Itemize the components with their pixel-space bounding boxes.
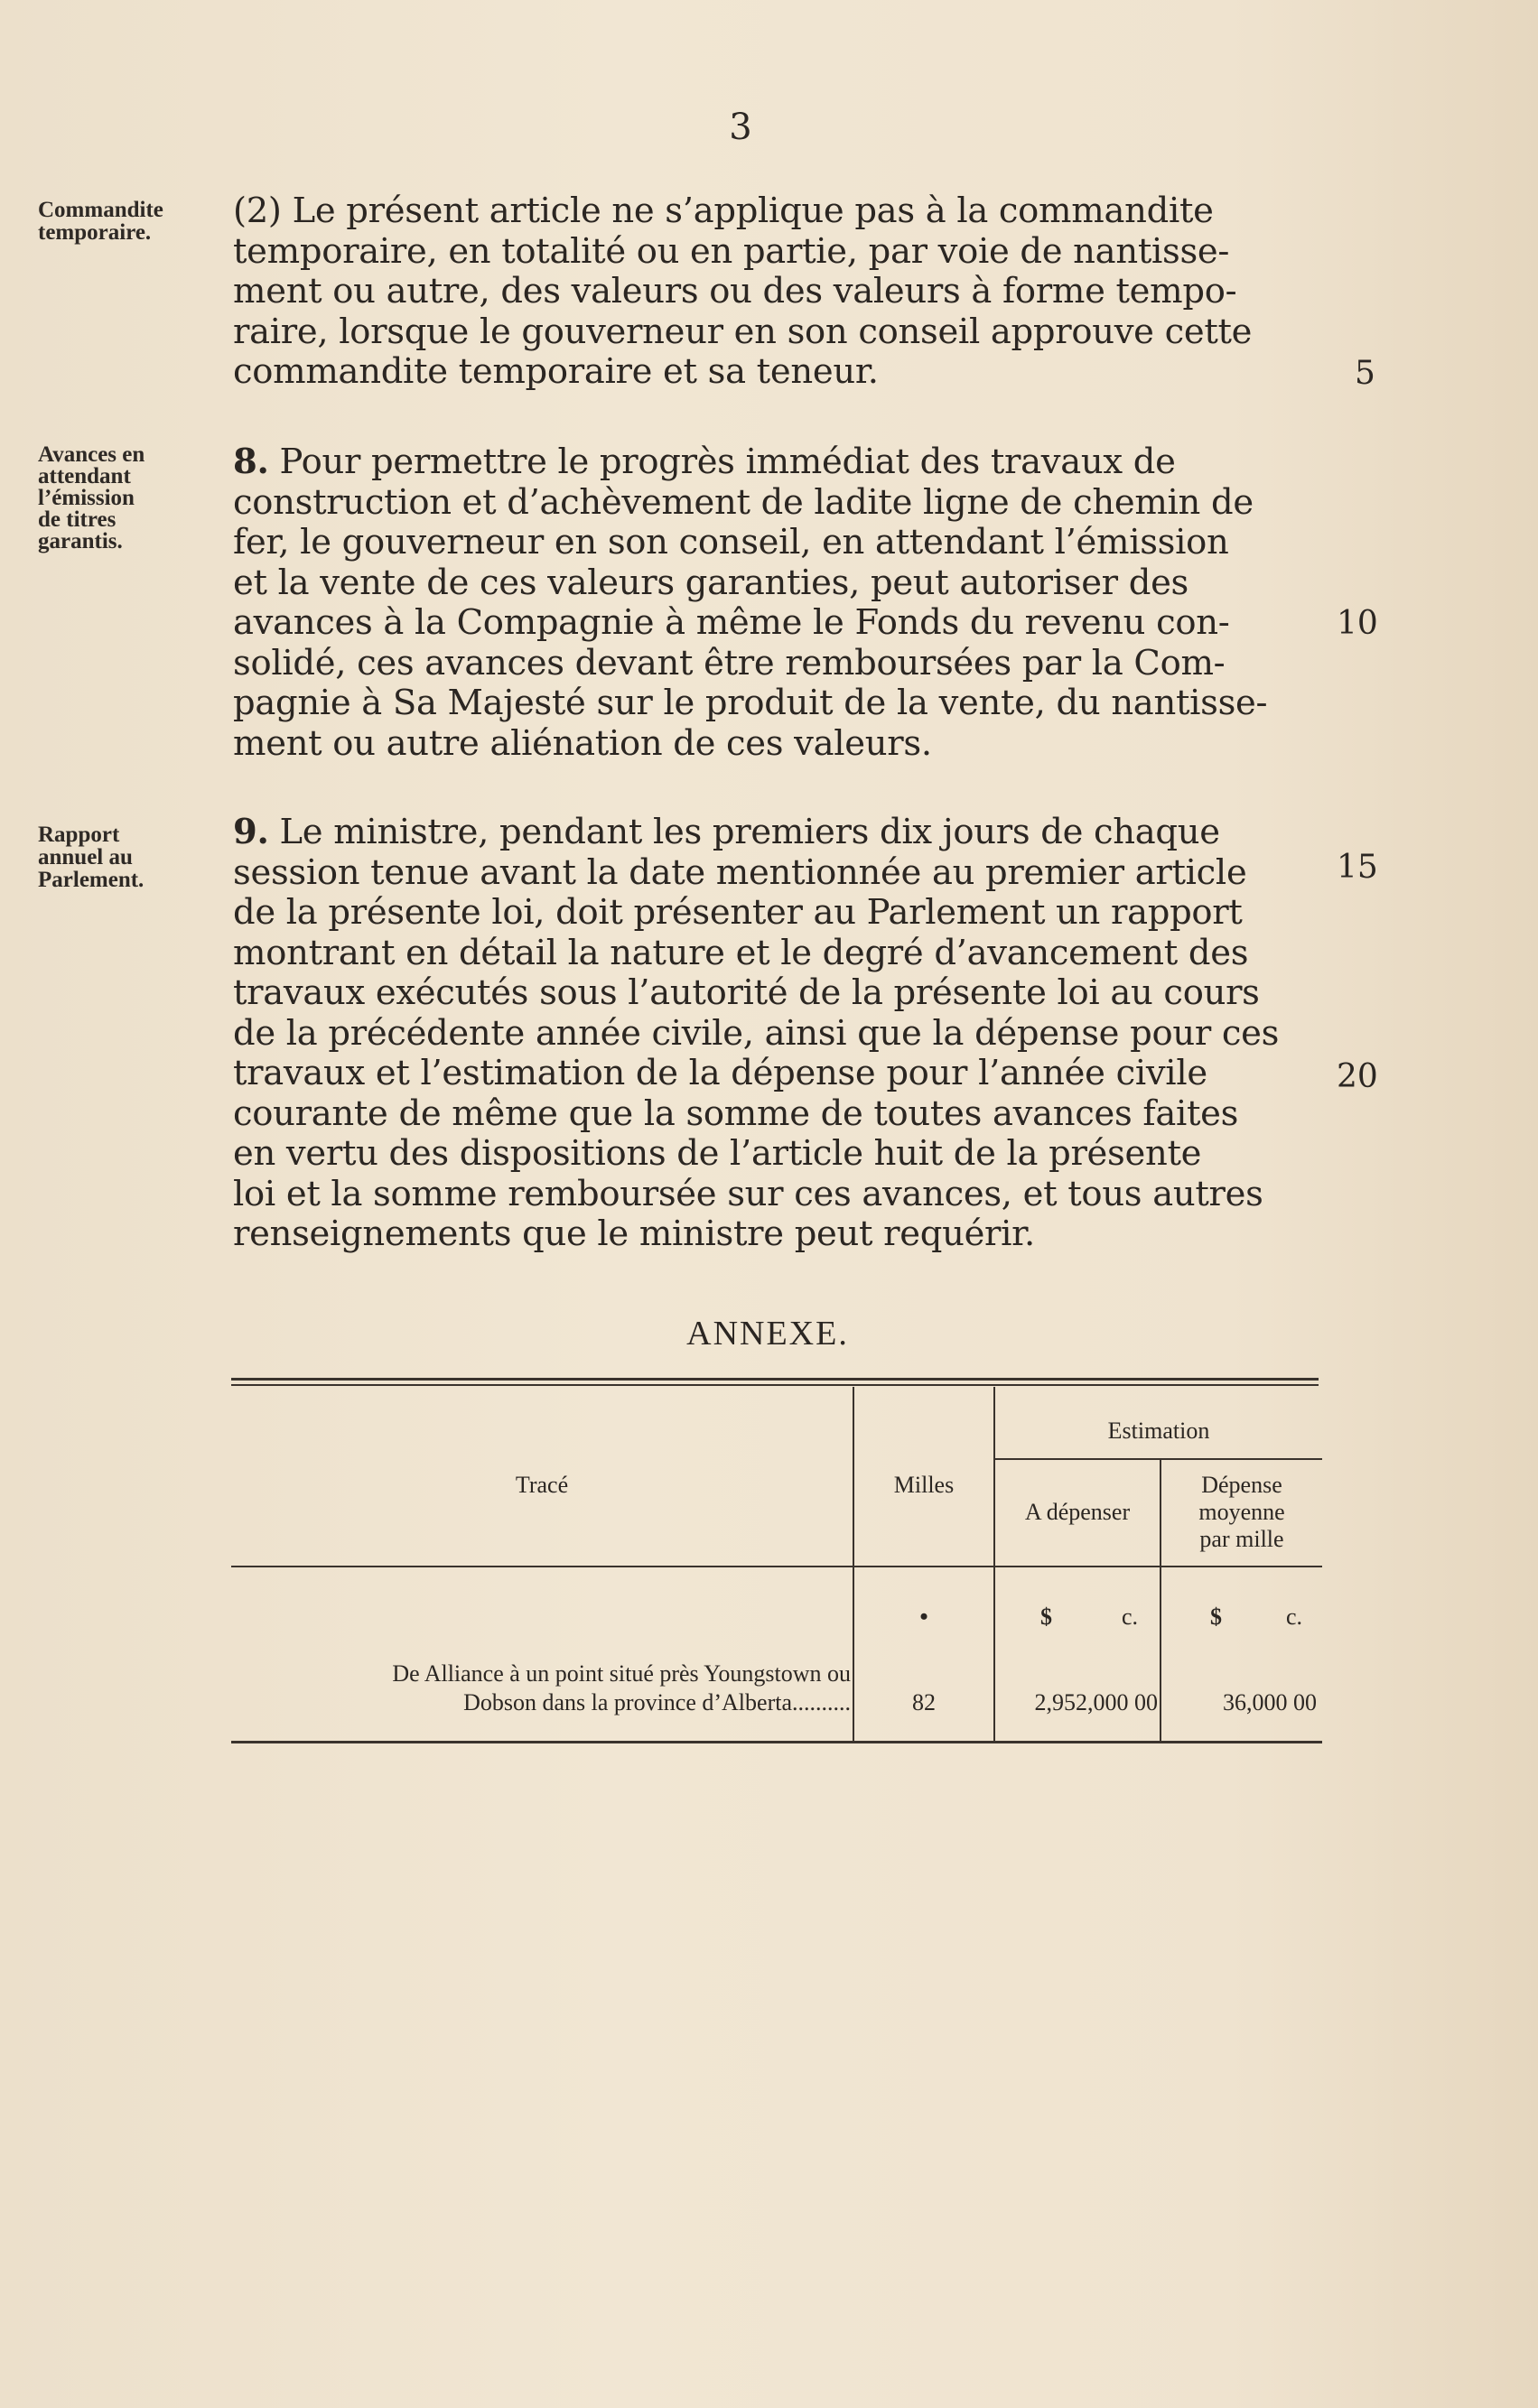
text-line: commandite temporaire et sa teneur. — [233, 351, 879, 392]
text-line: montrant en détail la nature et le degré d’avancement des — [233, 932, 1249, 973]
unit-moyenne-cents: c. — [1286, 1604, 1303, 1630]
header-milles: Milles — [893, 1472, 955, 1498]
table-estimation-rule — [993, 1458, 1322, 1460]
margin-note-line: Commandite — [38, 198, 163, 222]
header-depense-moyenne — [1161, 1472, 1322, 1553]
paragraph-2 — [233, 191, 1317, 393]
annex-title: ANNEXE. — [686, 1315, 849, 1353]
text-line: travaux et l’estimation de la dépense pour l’année civile — [233, 1053, 1207, 1093]
row-trace-line: De Alliance à un point situé près Youngstown ou — [392, 1660, 851, 1687]
text-line: session tenue avant la date mentionnée au premier article — [233, 851, 1247, 893]
text-line: temporaire, en totalité ou en partie, par voie de nantisse- — [233, 230, 1230, 272]
unit-a-depenser-dollar: $ — [1040, 1604, 1052, 1630]
text-line: travaux exécutés sous l’autorité de la présente loi au cours — [233, 972, 1260, 1013]
margin-note-line: temporaire. — [38, 220, 152, 245]
margin-note-line: annuel au — [38, 845, 133, 869]
margin-note-line: Parlement. — [38, 868, 144, 892]
header-trace: Tracé — [515, 1472, 569, 1498]
table-top-rule-2 — [231, 1384, 1319, 1386]
unit-a-depenser-cents: c. — [1122, 1604, 1139, 1630]
row-a-depenser: 2,952,000 00 — [1034, 1689, 1158, 1715]
line-number-10: 10 — [1337, 605, 1378, 642]
header-line: Dépense — [1201, 1472, 1282, 1498]
text-line: courante de même que la somme de toutes avances faites — [233, 1092, 1239, 1134]
margin-note-line: garantis. — [38, 529, 123, 553]
header-estimation: Estimation — [1107, 1418, 1210, 1444]
header-line: moyenne — [1198, 1499, 1285, 1525]
text-line: de la précédente année civile, ainsi que la dépense pour ces — [233, 1012, 1280, 1054]
text-line: en vertu des dispositions de l’article huit de la présente — [233, 1133, 1202, 1174]
unit-milles: • — [919, 1604, 928, 1630]
unit-moyenne-dollar: $ — [1210, 1604, 1222, 1630]
text-line: ment ou autre aliénation de ces valeurs. — [233, 722, 932, 764]
page-number: 3 — [729, 107, 752, 148]
text-line: fer, le gouverneur en son conseil, en attendant l’émission — [233, 522, 1229, 562]
margin-note-line: l’émission — [38, 486, 135, 510]
table-top-rule — [231, 1378, 1319, 1381]
margin-note-rapport — [38, 823, 219, 891]
margin-note-avances — [38, 444, 219, 553]
text-line: (2) Le présent article ne s’applique pas à la commandite — [233, 191, 1214, 231]
text-line: pagnie à Sa Majesté sur le produit de la vente, du nantisse- — [233, 683, 1268, 723]
margin-note-commandite — [38, 199, 219, 244]
row-trace-line: Dobson dans la province d’Alberta — [463, 1689, 792, 1715]
margin-note-line: Avances en — [38, 442, 145, 467]
text-line: construction et d’achèvement de ladite ligne de chemin de — [233, 481, 1254, 523]
line-number-20: 20 — [1337, 1058, 1378, 1095]
text-line: de la présente loi, doit présenter au Parlement un rapport — [233, 892, 1243, 933]
margin-note-line: Rapport — [38, 823, 120, 847]
row-moyenne: 36,000 00 — [1223, 1689, 1317, 1715]
text-line: Pour permettre le progrès immédiat des travaux de — [268, 442, 1176, 482]
text-line: et la vente de ces valeurs garanties, peut autoriser des — [233, 562, 1189, 603]
header-line: par mille — [1199, 1526, 1284, 1552]
header-a-depenser: A dépenser — [1024, 1499, 1131, 1525]
text-line: avances à la Compagnie à même le Fonds du revenu con- — [233, 602, 1230, 643]
row-milles: 82 — [912, 1689, 936, 1715]
table-bottom-rule — [231, 1741, 1322, 1743]
section-8 — [233, 442, 1317, 764]
table-header-rule — [231, 1566, 1322, 1567]
text-line: solidé, ces avances devant être remboursées par la Com- — [233, 642, 1226, 683]
line-number-5: 5 — [1355, 355, 1375, 392]
table-row — [237, 1660, 851, 1717]
dot-leader: .......... — [792, 1689, 851, 1715]
section-number: 8. — [233, 442, 269, 482]
margin-note-line: attendant — [38, 464, 131, 488]
text-line: loi et la somme remboursée sur ces avances, et tous autres — [233, 1173, 1263, 1214]
text-line: ment ou autre, des valeurs ou des valeurs à forme tempo- — [233, 271, 1237, 311]
section-9 — [233, 813, 1317, 1255]
margin-note-line: de titres — [38, 507, 117, 532]
text-line: renseignements que le ministre peut requérir. — [233, 1213, 1035, 1254]
line-number-15: 15 — [1337, 849, 1378, 886]
section-number: 9. — [233, 812, 269, 852]
text-line: raire, lorsque le gouverneur en son conseil approuve cette — [233, 311, 1253, 352]
text-line: Le ministre, pendant les premiers dix jours de chaque — [268, 812, 1220, 852]
